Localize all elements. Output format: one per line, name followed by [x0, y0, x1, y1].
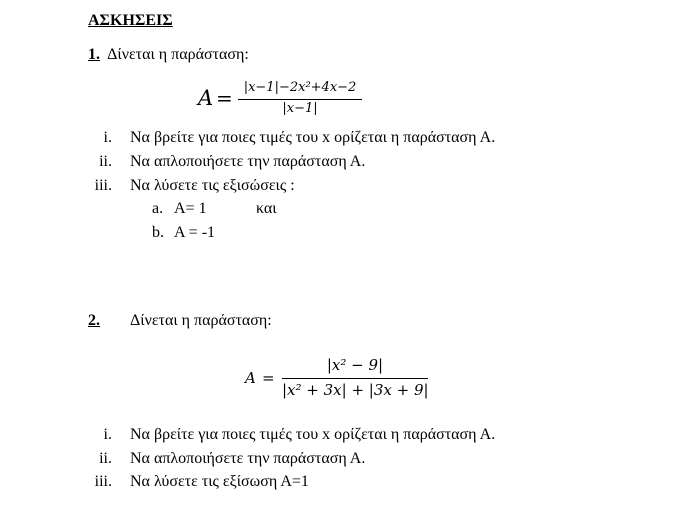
ex1-item-2-text: Να απλοποιήσετε την παράσταση Α. [130, 153, 366, 170]
ex1-subitem-b-marker: b. [152, 224, 164, 241]
ex1-subitem-a-marker: a. [152, 200, 164, 217]
ex1-subitem-b-text: Α = -1 [174, 224, 216, 241]
ex1-subitem-a-text: Α= 1 [174, 200, 207, 217]
eq1-denominator: |x−1| [282, 101, 318, 116]
exercise-2-number: 2. [88, 312, 100, 329]
exercise-1-header [88, 45, 249, 65]
eq2-denominator: |x² + 3x| + |3x + 9| [282, 381, 429, 399]
document-heading: ΑΣΚΗΣΕΙΣ [88, 12, 173, 29]
eq1-lhs: A [198, 86, 214, 110]
eq2-numerator: |x² − 9| [326, 356, 384, 374]
eq1-numerator: |x−1|−2x²+4x−2 [243, 80, 357, 95]
exercise-1-intro: Δίνεται η παράσταση: [107, 46, 249, 63]
exercise-1-number: 1. [88, 46, 100, 63]
ex2-item-3-text: Να λύσετε τις εξίσωση Α=1 [130, 473, 309, 490]
ex1-item-3-text: Να λύσετε τις εξισώσεις : [130, 177, 295, 194]
eq2-equals: = [262, 369, 275, 387]
ex2-item-2-marker: ii. [99, 450, 112, 467]
ex2-item-3-marker: iii. [94, 473, 112, 490]
eq1-equals: = [216, 86, 233, 110]
ex2-item-1-marker: i. [103, 426, 112, 443]
ex2-item-2-text: Να απλοποιήσετε την παράσταση Α. [130, 450, 366, 467]
ex1-subitem-a-suffix: και [256, 200, 277, 217]
ex1-item-1-text: Να βρείτε για ποιες τιμές του x ορίζεται η παράσταση Α. [130, 129, 496, 146]
ex1-item-3-marker: iii. [94, 177, 112, 194]
ex1-item-1-marker: i. [103, 129, 112, 146]
eq2-lhs: A [245, 369, 256, 387]
exercise-2-intro: Δίνεται η παράσταση: [130, 312, 272, 329]
eq2-fraction-bar [282, 378, 428, 379]
ex1-item-2-marker: ii. [99, 153, 112, 170]
eq1-fraction-bar [238, 99, 362, 100]
ex2-item-1-text: Να βρείτε για ποιες τιμές του x ορίζεται η παράσταση Α. [130, 426, 496, 443]
